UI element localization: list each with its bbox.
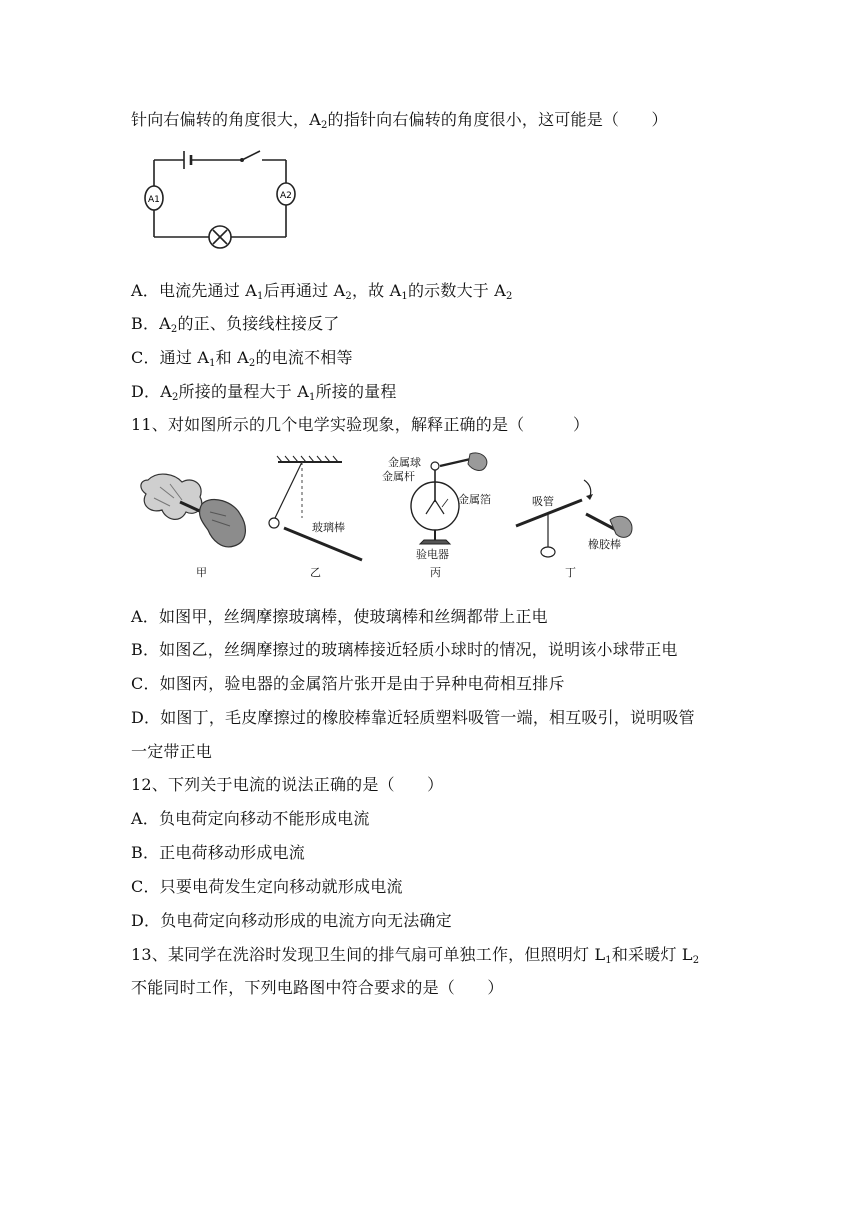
metal-ball-bing [431,462,439,470]
label-glass-rod: 玻璃棒 [312,521,345,534]
rotation-arrow [584,480,591,496]
q10-circuit-diagram [138,145,308,250]
ammeter-a2-label: A2 [280,191,292,201]
q11-option-d-line2: 一定带正电 [131,742,213,761]
figure-bing [382,453,491,579]
caption-jia: 甲 [196,566,207,579]
caption-yi: 乙 [310,566,321,579]
label-metal-rod: 金属杆 [382,470,415,483]
hand-bing [468,453,487,471]
q11-option-c: C．如图丙，验电器的金属箔片张开是由于异种电荷相互排斥 [131,674,565,693]
silk-cloth [141,474,202,519]
q10-option-c: C．通过 $A_1$和 $A_2$的电流不相等 [131,348,353,369]
light-ball-yi [269,518,279,528]
q13-stem-line2: 不能同时工作，下列电路图中符合要求的是（ ） [131,978,504,997]
q11-option-b: B．如图乙，丝绸摩擦过的玻璃棒接近轻质小球时的情况，说明该小球带正电 [131,640,678,659]
q10-stem-continuation: 针向右偏转的角度很大，$A_2$的指针向右偏转的角度很小，这可能是（ ） [131,110,668,131]
label-rubber-rod: 橡胶棒 [588,538,621,551]
figure-yi [269,456,362,579]
caption-bing: 丙 [430,566,441,579]
thread-yi [275,462,302,518]
q12-option-a: A．负电荷定向移动不能形成电流 [131,809,370,828]
q13-stem-line1: 13、某同学在洗浴时发现卫生间的排气扇可单独工作，但照明灯 $L_1$和采暖灯 $L_2$ [131,945,700,966]
q12-option-c: C．只要电荷发生定向移动就形成电流 [131,877,403,896]
label-metal-foil: 金属箔 [458,493,491,506]
q10-option-d: D．$A_2$所接的量程大于 $A_1$所接的量程 [131,382,397,403]
switch-pivot [240,158,244,162]
switch-blade [242,151,260,160]
foil-left [426,500,435,514]
q12-stem: 12、下列关于电流的说法正确的是（ ） [131,775,444,794]
q10-option-a: A．电流先通过 $A_1$后再通过 $A_2$，故 $A_1$的示数大于 $A_2$ [131,281,513,302]
q12-option-d: D．负电荷定向移动形成的电流方向无法确定 [131,911,452,930]
label-straw: 吸管 [532,495,554,508]
q11-option-d-line1: D．如图丁，毛皮摩擦过的橡胶棒靠近轻质塑料吸管一端，相互吸引，说明吸管 [131,708,695,727]
q12-option-b: B．正电荷移动形成电流 [131,843,305,862]
electroscope-base [420,540,450,544]
q11-stem: 11、对如图所示的几个电学实验现象，解释正确的是（ ） [131,415,590,434]
q10-option-b: B．$A_2$的正、负接线柱接反了 [131,314,340,335]
label-electroscope: 验电器 [416,548,449,561]
ammeter-a1-label: A1 [148,195,160,205]
q11-option-a: A．如图甲，丝绸摩擦玻璃棒，使玻璃棒和丝绸都带上正电 [131,607,548,626]
figure-ding [516,480,632,579]
foil-right [435,500,444,514]
q11-experiment-figure [130,452,640,587]
label-metal-ball: 金属球 [388,456,421,469]
figure-jia [141,474,245,579]
caption-ding: 丁 [565,566,576,579]
hand-ding [610,516,632,537]
straw-stand [541,547,555,557]
